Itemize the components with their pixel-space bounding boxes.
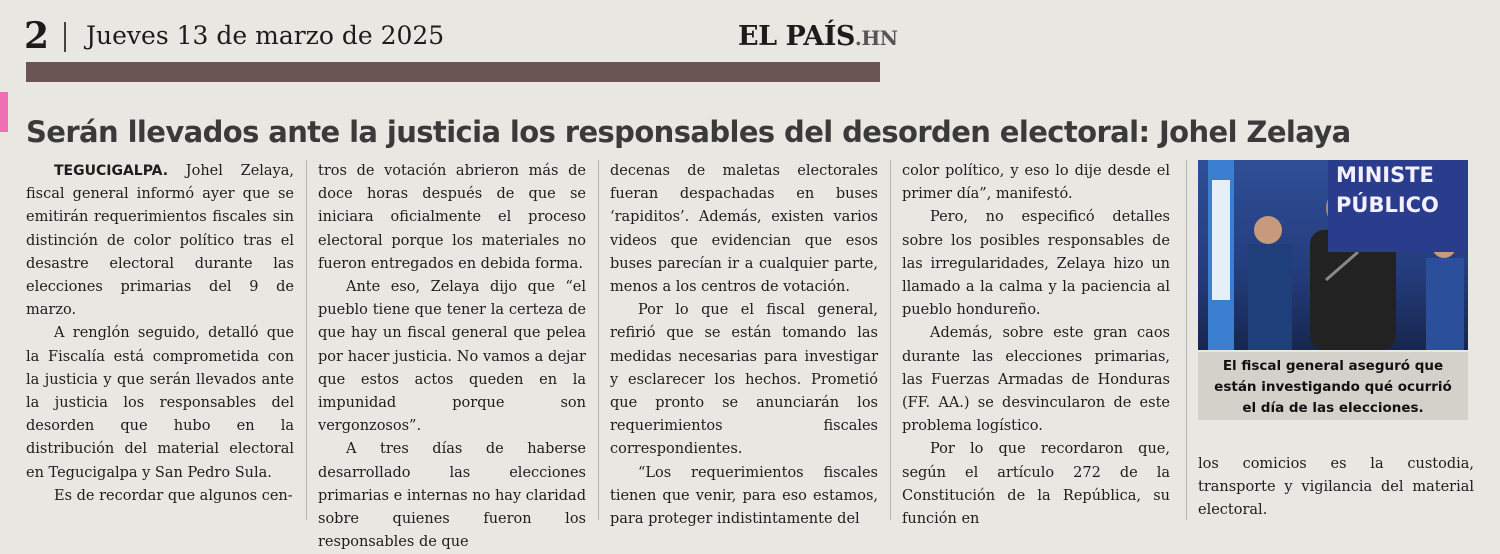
officer-body-right <box>1426 258 1464 350</box>
article-paragraph: tros de votación abrieron más de doce horas después de que se iniciara oficialmente el proceso electoral porque los materiales no fueron entregados en debida forma. <box>318 163 586 272</box>
officer-head <box>1254 216 1282 244</box>
article-paragraph: decenas de maletas electorales fueran despachadas en buses ‘rapiditos’. Además, existen varios videos que evidencian que esos buses parecían ir a cualquier parte, menos a los centros de votación. <box>610 163 878 296</box>
article-headline: Serán llevados ante la justicia los responsables del desorden electoral: Johel Zelaya <box>26 115 1351 149</box>
newspaper-logo <box>738 20 898 55</box>
banner-line: MINISTE <box>1336 163 1434 187</box>
article-paragraph: A tres días de haberse desarrollado las elecciones primarias e internas no hay claridad sobre quienes fueron los responsables de que <box>318 441 586 551</box>
flag-stripe-white <box>1212 180 1230 300</box>
article-paragraph: los comicios es la custodia, transporte y vigilancia del material electoral. <box>1198 456 1474 519</box>
column-rule <box>1186 160 1187 520</box>
article-paragraph: Por lo que el fiscal general, refirió que se están tomando las medidas necesarias para investigar y esclarecer los hechos. Prometió que pronto se anunciarán los requerimientos fiscales correspondientes. <box>610 302 878 458</box>
article-column-2 <box>318 160 586 554</box>
article-column-1 <box>26 160 294 508</box>
article-column-3 <box>610 160 878 531</box>
logo-domain-suffix: .HN <box>854 26 898 50</box>
article-paragraph: Pero, no especificó detalles sobre los posibles responsables de las irregularidades, Zelaya hizo un llamado a la calma y la paciencia al pueblo hondureño. <box>902 209 1170 319</box>
publication-date: Jueves 13 de marzo de 2025 <box>86 21 445 50</box>
article-paragraph: Además, sobre este gran caos durante las elecciones primarias, las Fuerzas Armadas de Honduras (FF. AA.) se desvincularon de este problema logístico. <box>902 325 1170 435</box>
article-paragraph: Por lo que recordaron que, según el artículo 272 de la Constitución de la República, su función en <box>902 441 1170 528</box>
section-header-bar <box>26 62 880 82</box>
photo-banner <box>1328 160 1468 252</box>
article-paragraph <box>26 160 294 322</box>
margin-color-mark <box>0 92 8 132</box>
dateline: TEGUCIGALPA. <box>54 163 169 179</box>
officer-body <box>1248 244 1292 350</box>
banner-line: PÚBLICO <box>1336 193 1439 217</box>
column-rule <box>306 160 307 520</box>
photo-caption: El fiscal general aseguró que están investigando qué ocurrió el día de las elecciones. <box>1198 352 1468 420</box>
article-paragraph: Ante eso, Zelaya dijo que “el pueblo tiene que tener la certeza de que hay un fiscal general que pelea por hacer justicia. No vamos a dejar que estos actos queden en la impunidad porque son vergonzosos”. <box>318 279 586 435</box>
page-number: 2 <box>24 15 50 57</box>
article-column-5 <box>1198 453 1474 523</box>
article-paragraph: Es de recordar que algunos cen- <box>54 487 293 504</box>
article-paragraph: color político, y eso lo dije desde el primer día”, manifestó. <box>902 163 1170 203</box>
news-photo <box>1198 160 1468 350</box>
logo-wordmark: EL PAÍS <box>738 21 855 52</box>
paragraph-text: Johel Zelaya, fiscal general informó ayer que se emitirán requerimientos fiscales sin distinción de color político tras el desastre electoral durante las elecciones primarias del 9 de marzo. <box>26 163 294 319</box>
masthead-separator <box>64 22 66 52</box>
article-column-4 <box>902 160 1170 531</box>
column-rule <box>890 160 891 520</box>
article-paragraph: A renglón seguido, detalló que la Fiscalía está comprometida con la justicia y que serán llevados ante la justicia los responsables del desorden que hubo en la distribución del material electoral en Tegucigalpa y San Pedro Sula. <box>26 325 294 481</box>
article-paragraph: “Los requerimientos fiscales tienen que venir, para eso estamos, para proteger indistintamente del <box>610 464 878 528</box>
column-rule <box>598 160 599 520</box>
